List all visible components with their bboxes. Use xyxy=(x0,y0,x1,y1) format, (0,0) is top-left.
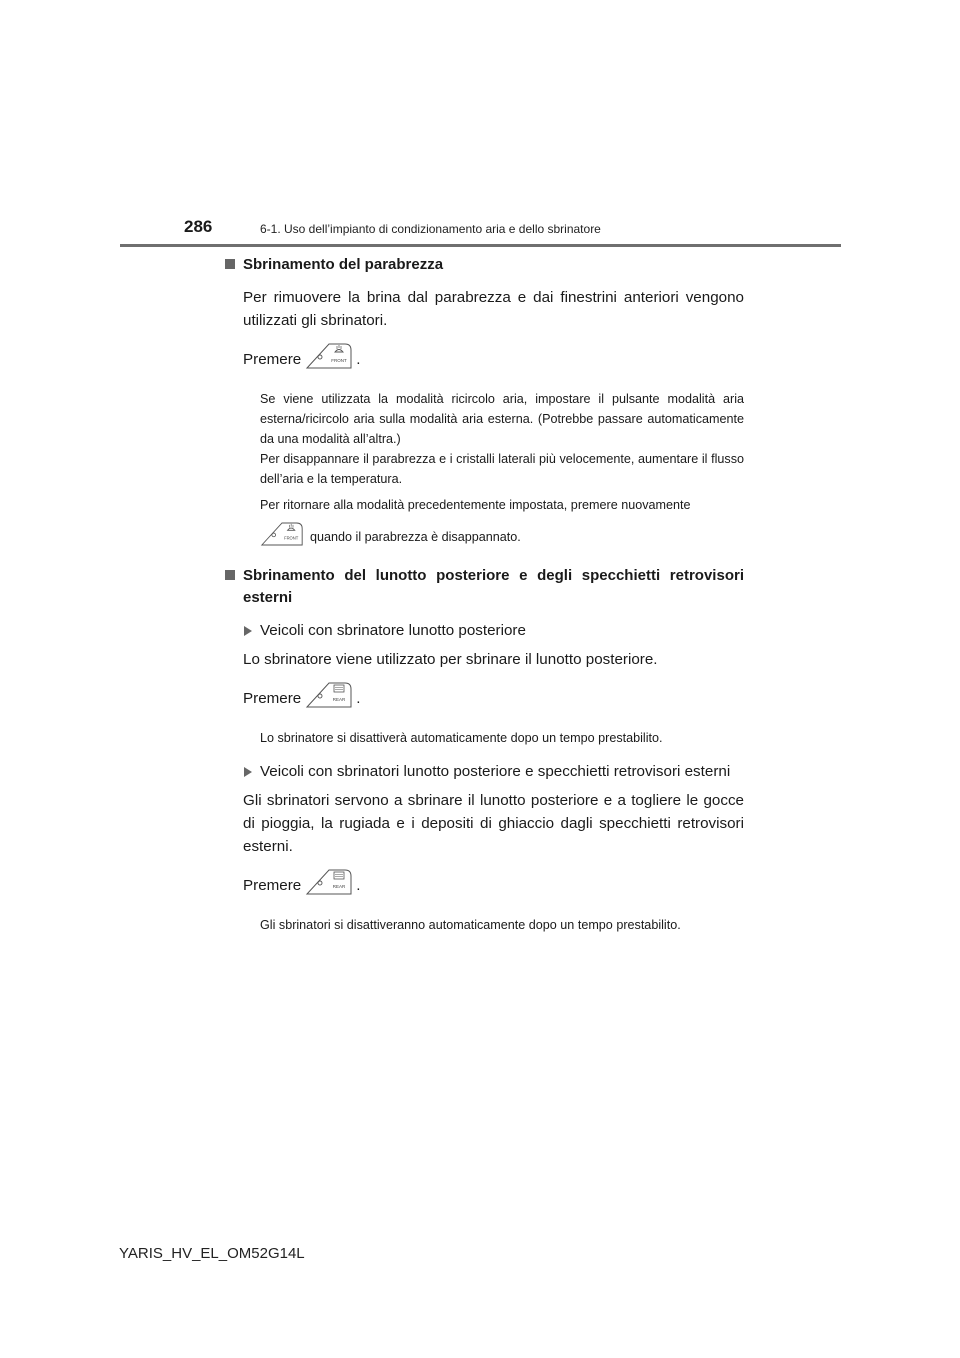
note-text: quando il parabrezza è disappannato. xyxy=(310,530,521,544)
svg-text:FRONT: FRONT xyxy=(331,358,347,363)
note-text: Gli sbrinatori si disattiveranno automaticamente dopo un tempo prestabilito. xyxy=(260,918,681,932)
section-title: Sbrinamento del parabrezza xyxy=(243,256,444,273)
press-label: Premere xyxy=(243,351,302,368)
sub-heading xyxy=(243,619,744,642)
note-text: Per ritornare alla modalità precedentemente impostata, premere nuovamente xyxy=(260,498,691,512)
svg-text:FRONT: FRONT xyxy=(284,535,299,541)
press-label: Premere xyxy=(243,690,302,707)
header-rule xyxy=(120,244,841,247)
section-title: Sbrinamento del lunotto posteriore e degli specchietti retrovisori esterni xyxy=(243,567,744,606)
section-heading-rear-defog xyxy=(224,565,744,609)
body-text: Gli sbrinatori servono a sbrinare il lunotto posteriore e a togliere le gocce di pioggia, la rugiada e i depositi di ghiaccio dagli specchietti retrovisori esterni. xyxy=(243,792,744,855)
document-code: YARIS_HV_EL_OM52G14L xyxy=(119,1245,305,1262)
body-text: Per rimuovere la brina dal parabrezza e dai finestrini anteriori vengono utilizzati gli sbrinatori. xyxy=(243,289,744,329)
sub-heading-text: Veicoli con sbrinatori lunotto posteriore e specchietti retrovisori esterni xyxy=(260,763,731,780)
chapter-title: 6-1. Uso dell’impianto di condizionamento aria e dello sbrinatore xyxy=(260,222,601,236)
press-instruction xyxy=(243,868,744,903)
rear-defroster-button-icon xyxy=(305,681,353,716)
body-text: Lo sbrinatore viene utilizzato per sbrinare il lunotto posteriore. xyxy=(243,651,658,668)
press-instruction xyxy=(243,681,744,716)
svg-text:REAR: REAR xyxy=(332,884,346,889)
page-number: 286 xyxy=(184,217,213,236)
rear-defroster-button-icon xyxy=(305,868,353,903)
sub-heading xyxy=(243,760,744,783)
front-defroster-button-icon xyxy=(305,342,353,377)
triangle-bullet-icon xyxy=(244,767,252,777)
triangle-bullet-icon xyxy=(244,626,252,636)
press-suffix: . xyxy=(356,690,361,707)
press-label: Premere xyxy=(243,877,302,894)
section-heading-windshield-defog xyxy=(224,254,744,276)
page-content xyxy=(224,254,744,935)
note-text: Se viene utilizzata la modalità ricircolo aria, impostare il pulsante modalità aria esterna/ricircolo aria sulla modalità aria esterna. (Potrebbe passare automaticamente da una modalità all’altra.) xyxy=(260,392,744,446)
square-bullet-icon xyxy=(225,570,235,580)
sub-heading-text: Veicoli con sbrinatore lunotto posteriore xyxy=(260,622,526,639)
press-instruction xyxy=(243,342,744,377)
square-bullet-icon xyxy=(225,259,235,269)
press-suffix: . xyxy=(356,351,361,368)
front-defroster-button-icon xyxy=(260,521,304,553)
press-suffix: . xyxy=(356,877,361,894)
note-text: Lo sbrinatore si disattiverà automaticamente dopo un tempo prestabilito. xyxy=(260,731,663,745)
note-button-line xyxy=(260,521,744,553)
note-text: Per disappannare il parabrezza e i cristalli laterali più velocemente, aumentare il flusso dell’aria e la temperatura. xyxy=(260,452,744,486)
svg-text:REAR: REAR xyxy=(332,697,346,702)
